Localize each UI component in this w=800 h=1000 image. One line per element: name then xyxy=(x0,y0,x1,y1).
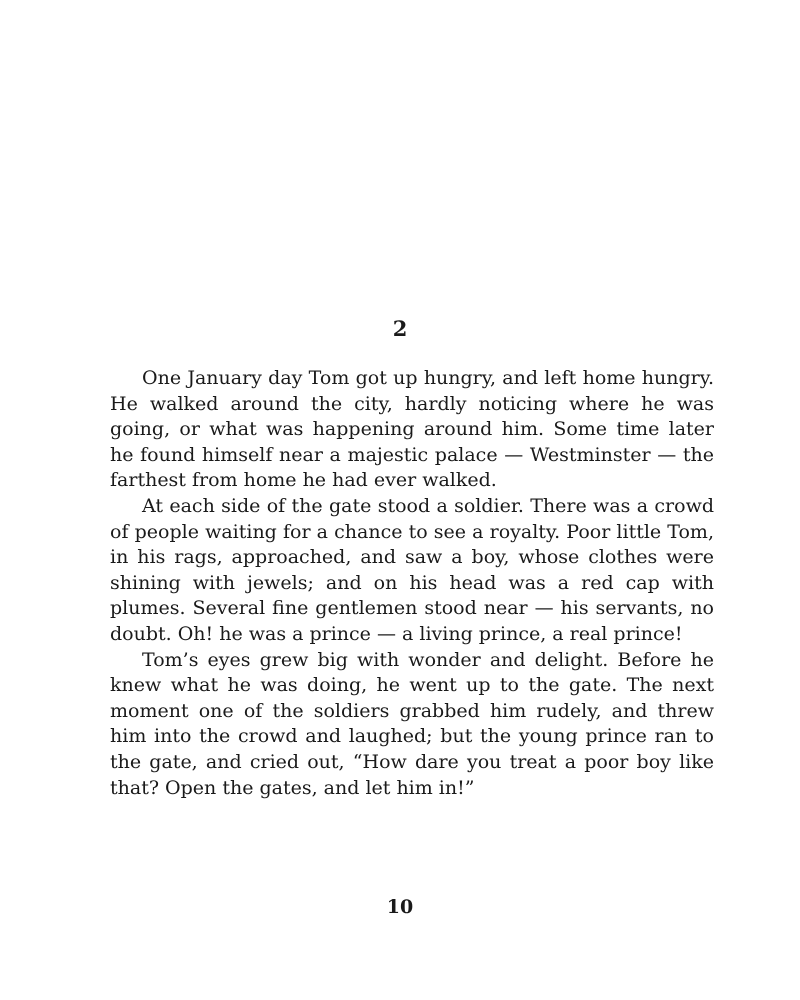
page-number: 10 xyxy=(386,896,414,918)
paragraph-2: At each side of the gate stood a soldier. There was a crowd of people waiting for a chance to see a royalty. Poor little Tom, in his rags, approached, and saw a boy, whose clothes were shining with jewels; and on his head was a red cap with plumes. Several fine gentlemen stood near — his servants, no doubt. Oh! he was a prince — a living prince, a real prince! xyxy=(110,494,714,645)
chapter-number: 2 xyxy=(392,316,408,341)
paragraph-3: Tom’s eyes grew big with wonder and delight. Before he knew what he was doing, he went up to the gate. The next moment one of the soldiers grabbed him rudely, and threw him into the crowd and laughed; but the young prince ran to the gate, and cried out, “How dare you treat a poor boy like that? Open the gates, and let him in!” xyxy=(110,648,714,799)
chapter-body xyxy=(110,366,714,801)
paragraph-1: One January day Tom got up hungry, and left home hungry. He walked around the city, hardly noticing where he was going, or what was happening around him. Some time later he found himself near a majestic palace — Westminster — the farthest from home he had ever walked. xyxy=(110,367,714,492)
